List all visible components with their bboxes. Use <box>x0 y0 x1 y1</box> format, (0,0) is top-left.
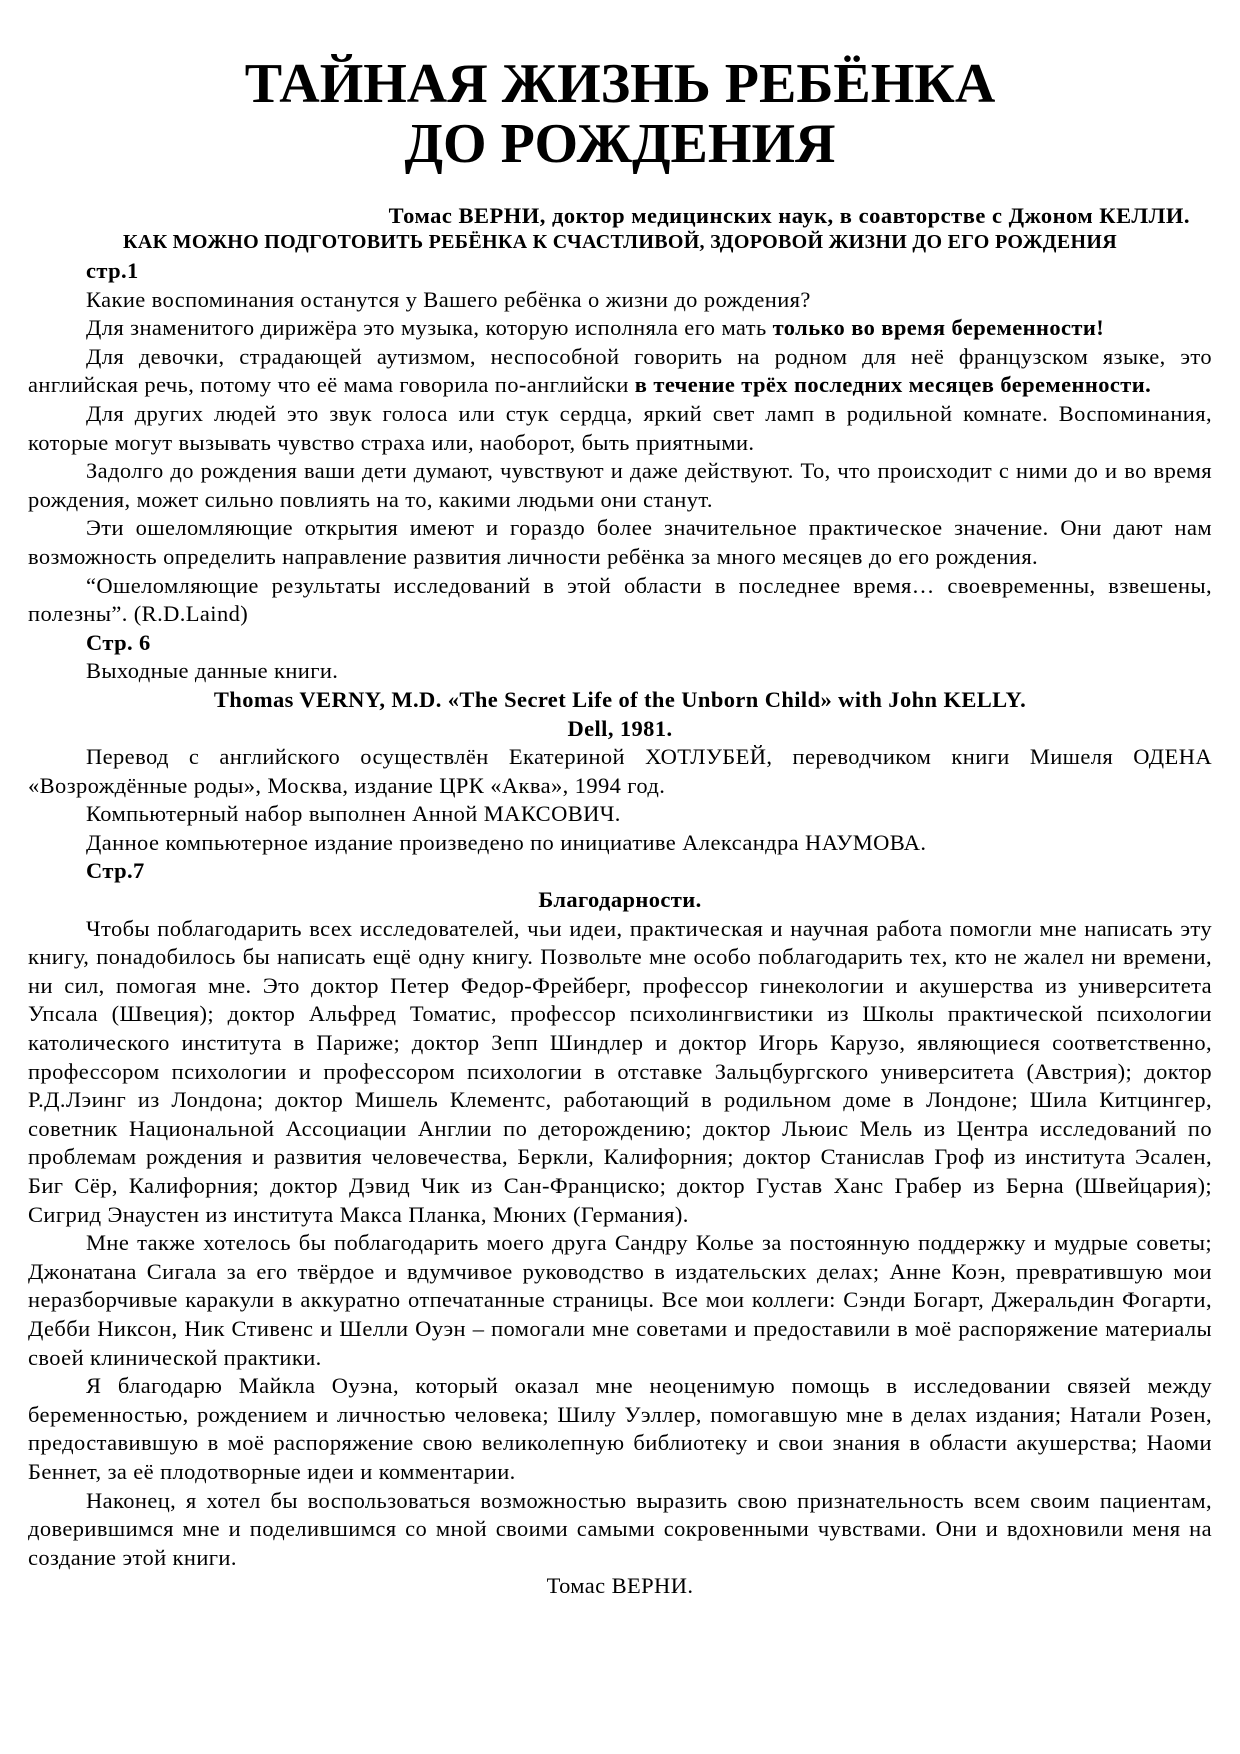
book-title <box>30 54 1210 174</box>
typesetting-credit: Компьютерный набор выполнен Анной МАКСОВИЧ. <box>86 801 621 827</box>
acknowledgements-paragraph: Чтобы поблагодарить всех исследователей, чьи идеи, практическая и научная работа помогли мне написать эту книгу, понадобилось бы написать ещё одну книгу. Позвольте мне особо поблагодарить тех, кто не жалел ни времени, ни сил, помогая мне. Это доктор Петер Федор-Фрейберг, профессор гинекологии и акушерства из университета Упсала (Швеция); доктор Альфред Томатис, профессор психолингвистики из Школы практической психологии католического института в Париже; доктор Зепп Шиндлер и доктор Игорь Карузо, являющиеся соответственно, профессором психологии и профессором психологии в отставке Зальцбургского университета (Австрия); доктор Р.Д.Лэинг из Лондона; доктор Мишель Клементс, работающий в родильном доме в Лондоне; Шила Китцингер, советник Национальной Ассоциации Англии по деторождению; доктор Льюис Мель из Центра исследований по проблемам рождения и развития человечества, Беркли, Калифорния; доктор Станислав Гроф из института Эсален, Биг Сёр, Калифорния; доктор Дэвид Чик из Сан-Франциско; доктор Густав Ханс Грабер из Берна (Швейцария); Сигрид Энаустен из института Макса Планка, Мюних (Германия). <box>28 915 1212 1227</box>
document-body <box>28 257 1212 1601</box>
paragraph <box>28 343 1212 400</box>
original-title-line: Thomas VERNY, M.D. «The Secret Life of the Unborn Child» with John KELLY. <box>213 686 1027 712</box>
translation-credit: Перевод с английского осуществлён Екатериной ХОТЛУБЕЙ, переводчиком книги Мишеля ОДЕНА «Возрождённые роды», Москва, издание ЦРК «Аква», 1994 год. <box>28 744 1212 798</box>
quote-paragraph: “Ошеломляющие результаты исследований в этой области в последнее время… своевременны, взвешены, полезны”. (R.D.Laind) <box>28 572 1212 627</box>
paragraph-text: Для девочки, страдающей аутизмом, неспособной говорить на родном для неё французском языке, это английская речь, потому что её мама говорила по-английски <box>28 343 1212 398</box>
acknowledgements-heading: Благодарности. <box>538 887 702 913</box>
signature-line: Томас ВЕРНИ. <box>546 1573 694 1599</box>
page-ref-6: Стр. 6 <box>86 629 151 655</box>
page-ref-1: стр.1 <box>86 258 139 283</box>
author-byline: Томас ВЕРНИ, доктор медицинских наук, в соавторстве с Джоном КЕЛЛИ. <box>388 203 1190 228</box>
acknowledgements-paragraph: Я благодарю Майкла Оуэна, который оказал мне неоценимую помощь в исследовании связей между беременностью, рождением и личностью человека; Шилу Уэллер, помогавшую мне в делах издания; Натали Розен, предоставившую в моё распоряжение свою великолепную библиотеку и свои знания в области акушерства; Наоми Беннет, за её плодотворные идеи и комментарии. <box>28 1373 1212 1484</box>
paragraph-bold-text: в течение трёх последних месяцев беременности. <box>634 372 1152 398</box>
paragraph: Для других людей это звук голоса или стук сердца, яркий свет ламп в родильной комнате. Воспоминания, которые могут вызывать чувство страха или, наоборот, быть приятными. <box>28 400 1212 455</box>
publisher-line: Dell, 1981. <box>567 715 673 741</box>
paragraph: Задолго до рождения ваши дети думают, чувствуют и даже действуют. То, что происходит с ними до и во время рождения, может сильно повлиять на то, какими людьми они станут. <box>28 458 1212 512</box>
book-title-line1: ТАЙНАЯ ЖИЗНЬ РЕБЁНКА <box>244 53 996 115</box>
paragraph-bold-text: только во время беременности! <box>772 315 1105 341</box>
acknowledgements-paragraph: Наконец, я хотел бы воспользоваться возможностью выразить свою признательность всем своим пациентам, доверившимся мне и поделившимся со мной своими самыми сокровенными чувствами. Они и вдохновили меня на создание этой книги. <box>28 1487 1212 1570</box>
paragraph <box>28 314 1212 343</box>
book-subtitle: КАК МОЖНО ПОДГОТОВИТЬ РЕБЁНКА К СЧАСТЛИВОЙ, ЗДОРОВОЙ ЖИЗНИ ДО ЕГО РОЖДЕНИЯ <box>123 231 1117 253</box>
acknowledgements-paragraph: Мне также хотелось бы поблагодарить моего друга Сандру Колье за постоянную поддержку и мудрые советы; Джонатана Сигала за его твёрдое и вдумчивое руководство в издательских делах; Анне Коэн, превратившую мои неразборчивые каракули в аккуратно отпечатанные страницы. Все мои коллеги: Сэнди Богарт, Джеральдин Фогарти, Дебби Никсон, Ник Стивенс и Шелли Оуэн – помогали мне советами и предоставили в моё распоряжение материалы своей клинической практики. <box>28 1230 1212 1370</box>
paragraph-text: Для знаменитого дирижёра это музыка, которую исполняла его мать <box>86 315 773 341</box>
paragraph: Эти ошеломляющие открытия имеют и гораздо более значительное практическое значение. Они дают нам возможность определить направление развития личности ребёнка за много месяцев до его рождения. <box>28 515 1212 569</box>
imprint-intro: Выходные данные книги. <box>86 658 339 684</box>
edition-credit: Данное компьютерное издание произведено по инициативе Александра НАУМОВА. <box>86 829 927 855</box>
page-ref-7: Стр.7 <box>86 858 145 884</box>
paragraph: Какие воспоминания останутся у Вашего ребёнка о жизни до рождения? <box>86 286 811 312</box>
book-title-line2: ДО РОЖДЕНИЯ <box>404 113 836 175</box>
